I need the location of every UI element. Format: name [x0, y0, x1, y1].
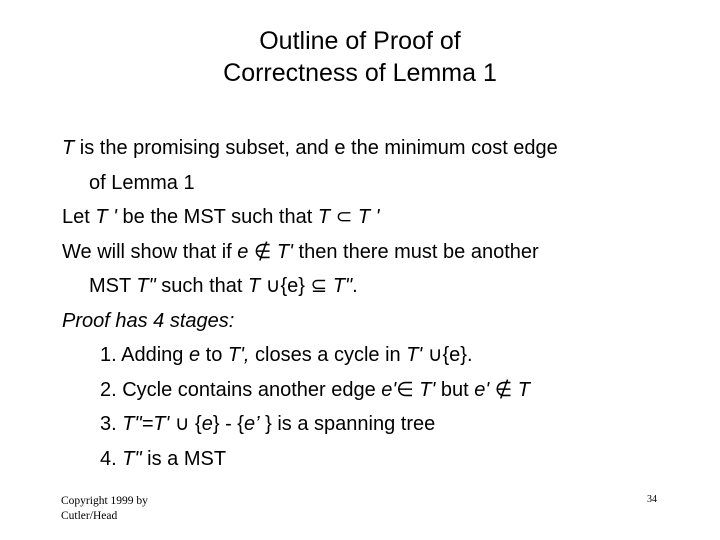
stage-1	[62, 338, 702, 373]
text-run: .	[352, 275, 358, 297]
copyright-line-1: Copyright 1999 by	[61, 495, 148, 507]
slide-title	[0, 25, 720, 89]
stage-2	[62, 373, 702, 408]
math-var: e	[188, 344, 201, 366]
math-symbol: ∉	[248, 240, 277, 263]
stage-4	[62, 442, 702, 477]
math-symbol: ∪ {	[169, 413, 202, 435]
math-var: T	[62, 137, 75, 159]
text-run: 2. Cycle contains another edge	[100, 378, 382, 401]
math-var: T"=T'	[122, 413, 170, 435]
math-var: T'	[419, 378, 436, 401]
text-run: } - {	[212, 413, 244, 435]
text-run: 4.	[100, 447, 123, 470]
page-number: 34	[647, 494, 657, 505]
math-var: T	[517, 378, 530, 401]
text-run: } is a spanning tree	[259, 413, 436, 435]
math-symbol: ⊂	[330, 206, 358, 228]
math-symbol: ∉	[489, 378, 518, 401]
text-run: is the promising subset, and e the minimum cost edge	[74, 137, 558, 159]
slide-body	[62, 131, 702, 476]
copyright-line-2: Cutler/Head	[61, 510, 118, 522]
body-line-5	[62, 269, 702, 304]
text-run: closes a cycle in	[249, 344, 407, 366]
math-var: T	[248, 275, 261, 297]
text-run: then there must be another	[292, 240, 539, 263]
math-var: T '	[95, 206, 117, 228]
math-var: e’	[243, 413, 260, 435]
text-run: MST	[89, 275, 137, 297]
text-run: is a MST	[141, 447, 227, 470]
text-run: Let	[62, 206, 96, 228]
text-run: 3.	[100, 413, 123, 435]
math-var: T"	[332, 275, 353, 297]
math-symbol: ∪{e}.	[422, 344, 473, 366]
math-var: T'	[406, 344, 423, 366]
proof-heading: Proof has 4 stages:	[62, 309, 235, 332]
body-line-1	[62, 131, 702, 166]
math-var: e'	[474, 378, 490, 401]
slide-title-line-2: Correctness of Lemma 1	[223, 59, 497, 87]
math-var: e	[237, 240, 249, 263]
body-line-3	[62, 200, 702, 235]
math-var: T"	[122, 447, 142, 470]
body-line-4	[62, 235, 702, 270]
body-line-2	[62, 166, 702, 201]
text-run: of Lemma 1	[89, 171, 195, 194]
body-line-6	[62, 304, 702, 339]
math-var: T '	[357, 206, 380, 228]
slide-title-line-1: Outline of Proof of	[259, 27, 461, 55]
math-symbol: ∪{e} ⊆	[260, 275, 333, 297]
math-symbol: ∈	[396, 378, 420, 401]
math-var: T	[317, 206, 331, 228]
text-run: such that	[155, 275, 249, 297]
text-run: 1. Adding	[100, 344, 189, 366]
text-run: to	[200, 344, 228, 366]
text-run: be the MST such that	[116, 206, 318, 228]
math-var: T',	[227, 344, 250, 366]
copyright-notice	[61, 494, 148, 524]
math-var: e'	[381, 378, 397, 401]
math-var: T"	[136, 275, 156, 297]
text-run: but	[435, 378, 475, 401]
text-run: We will show that if	[62, 240, 238, 263]
math-var: T'	[276, 240, 293, 263]
math-var: e	[201, 413, 213, 435]
stage-3	[62, 407, 702, 442]
